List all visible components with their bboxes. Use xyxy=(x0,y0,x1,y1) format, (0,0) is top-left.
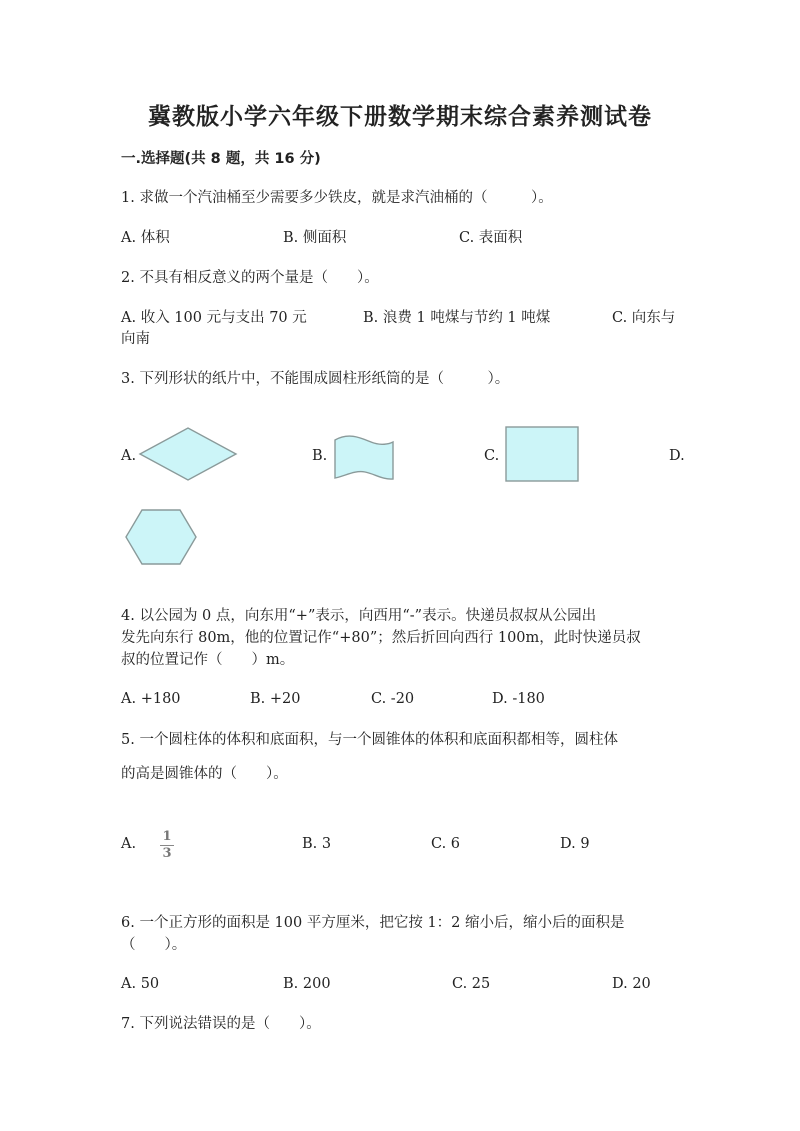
question-5-option-a: A. xyxy=(121,836,137,852)
question-4-line-1: 4. 以公园为 0 点，向东用“+”表示，向西用“-”表示。快递员叔叔从公园出 xyxy=(121,608,597,624)
question-4-option-b: B. +20 xyxy=(250,691,301,707)
question-6-option-d: D. 20 xyxy=(612,976,651,992)
question-4-option-d: D. -180 xyxy=(492,691,545,707)
fraction-denominator: 3 xyxy=(162,846,172,861)
hexagon-shape xyxy=(124,508,198,566)
question-2-option-c-wrap: 向南 xyxy=(121,331,150,347)
question-1-option-a: A. 体积 xyxy=(121,230,170,246)
question-3-stem: 3. 下列形状的纸片中，不能围成圆柱形纸筒的是（ ）。 xyxy=(121,371,510,387)
question-6-option-b: B. 200 xyxy=(283,976,331,992)
question-6-line-2: （ ）。 xyxy=(121,937,187,953)
question-3-option-c: C. xyxy=(484,448,500,464)
question-4-option-c: C. -20 xyxy=(371,691,415,707)
section-heading: 一.选择题(共 8 题，共 16 分) xyxy=(121,151,321,167)
rectangle-shape xyxy=(505,426,579,482)
question-6-option-a: A. 50 xyxy=(121,976,160,992)
fraction-numerator: 1 xyxy=(162,829,172,844)
question-3-option-a: A. xyxy=(121,448,137,464)
wavy-shape xyxy=(331,432,397,482)
question-2-stem: 2. 不具有相反意义的两个量是（ ）。 xyxy=(121,270,379,286)
question-7-stem: 7. 下列说法错误的是（ ）。 xyxy=(121,1016,321,1032)
question-2-option-c: C. 向东与 xyxy=(612,310,676,326)
question-6-line-1: 6. 一个正方形的面积是 100 平方厘米，把它按 1：2 缩小后，缩小后的面积是 xyxy=(121,915,625,931)
question-4-line-3: 叔的位置记作（ ）m。 xyxy=(121,652,295,668)
question-4-line-2: 发先向东行 80m，他的位置记作“+80”；然后折回向西行 100m，此时快递员叔 xyxy=(121,630,641,646)
page-title: 冀教版小学六年级下册数学期末综合素养测试卷 xyxy=(148,104,652,130)
question-6-option-c: C. 25 xyxy=(452,976,491,992)
question-1-option-b: B. 侧面积 xyxy=(283,230,347,246)
question-5-option-b: B. 3 xyxy=(302,836,332,852)
question-2-option-b: B. 浪费 1 吨煤与节约 1 吨煤 xyxy=(363,310,551,326)
rhombus-shape xyxy=(138,426,238,482)
question-2-option-a: A. 收入 100 元与支出 70 元 xyxy=(121,310,307,326)
question-5-option-c: C. 6 xyxy=(431,836,461,852)
question-5-option-d: D. 9 xyxy=(560,836,590,852)
question-3-option-d: D. xyxy=(669,448,685,464)
question-1-option-c: C. 表面积 xyxy=(459,230,523,246)
question-1-stem: 1. 求做一个汽油桶至少需要多少铁皮，就是求汽油桶的（ ）。 xyxy=(121,190,553,206)
fraction-one-third xyxy=(160,830,174,861)
question-5-line-1: 5. 一个圆柱体的体积和底面积，与一个圆锥体的体积和底面积都相等，圆柱体 xyxy=(121,732,618,748)
question-4-option-a: A. +180 xyxy=(121,691,181,707)
question-3-option-b: B. xyxy=(312,448,328,464)
question-5-line-2: 的高是圆锥体的（ ）。 xyxy=(121,766,288,782)
